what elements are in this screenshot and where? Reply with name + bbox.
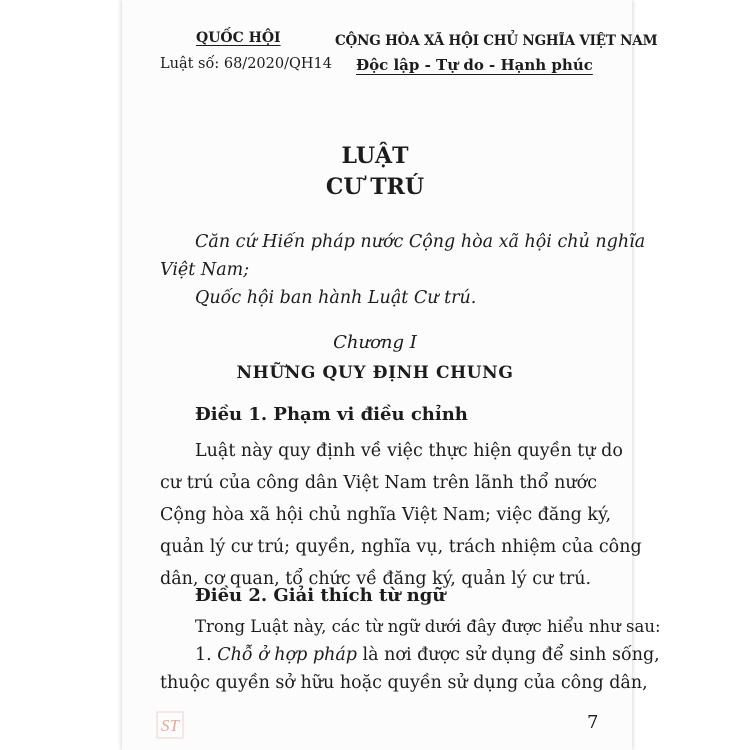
article2-heading: Điều 2. Giải thích từ ngữ: [195, 585, 446, 606]
article1-line: cư trú của công dân Việt Nam trên lãnh thổ nước: [160, 473, 597, 493]
preamble-line: Việt Nam;: [160, 260, 250, 280]
article2-item1-line2: thuộc quyền sở hữu hoặc quyền sử dụng của công dân,: [160, 673, 648, 693]
country-name: CỘNG HÒA XÃ HỘI CHỦ NGHĨA VIỆT NAM: [335, 33, 658, 49]
law-number: Luật số: 68/2020/QH14: [160, 56, 332, 72]
issuing-organization: QUỐC HỘI: [196, 30, 281, 46]
chapter-number: Chương I: [333, 332, 417, 353]
article1-heading: Điều 1. Phạm vi điều chỉnh: [195, 404, 468, 425]
article1-line: dân, cơ quan, tổ chức về đăng ký, quản lý cư trú.: [160, 569, 592, 589]
item1-rest: là nơi được sử dụng để sinh sống,: [356, 645, 660, 665]
preamble-line: Quốc hội ban hành Luật Cư trú.: [195, 288, 477, 308]
article2-intro: Trong Luật này, các từ ngữ dưới đây được hiểu như sau:: [195, 617, 661, 636]
svg-text:ST: ST: [161, 716, 179, 735]
article2-item1: [195, 645, 660, 665]
preamble-line: Căn cứ Hiến pháp nước Cộng hòa xã hội chủ nghĩa: [195, 232, 646, 252]
page-number: 7: [587, 712, 599, 733]
national-motto: Độc lập - Tự do - Hạnh phúc: [356, 56, 593, 74]
item1-term: Chỗ ở hợp pháp: [217, 645, 357, 665]
law-title-line1: LUẬT: [341, 143, 409, 169]
article1-line: Luật này quy định về việc thực hiện quyền tự do: [195, 441, 623, 461]
law-title-line2: CƯ TRÚ: [325, 174, 425, 200]
article1-line: quản lý cư trú; quyền, nghĩa vụ, trách nhiệm của công: [160, 537, 642, 557]
chapter-title: NHỮNG QUY ĐỊNH CHUNG: [236, 363, 514, 383]
article1-line: Cộng hòa xã hội chủ nghĩa Việt Nam; việc đăng ký,: [160, 505, 612, 525]
item1-prefix: 1.: [195, 645, 218, 665]
publisher-logo: [155, 710, 185, 744]
